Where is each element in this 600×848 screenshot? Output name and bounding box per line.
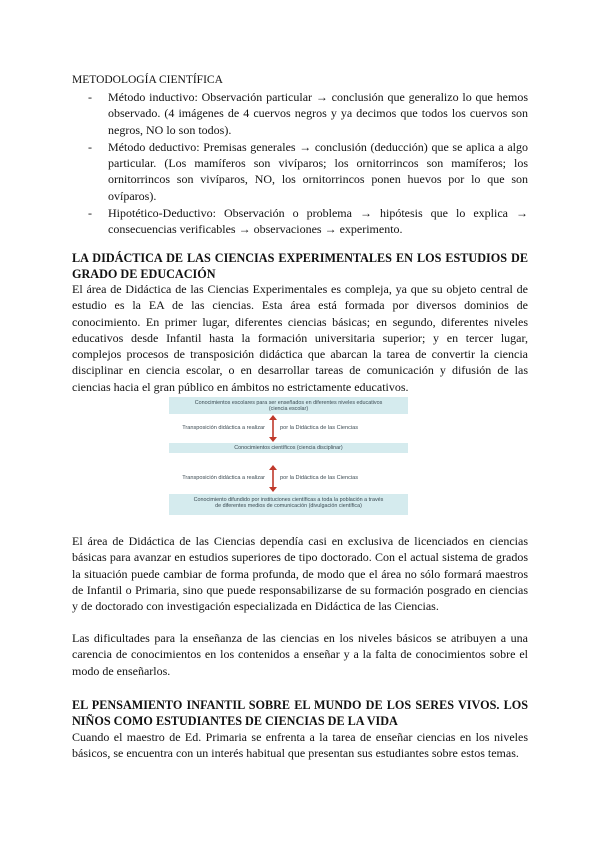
- diagram-box-divulgation: [169, 494, 408, 515]
- bullet-dash: -: [88, 90, 92, 104]
- paragraph: El área de Didáctica de las Ciencias Experimentales es compleja, ya que su objeto central de estudio es la EA de las ciencias. Esta área está formada por diversos dominios de conocimiento. En primer lugar, diferentes ciencias básicas; en segundo, diferentes niveles educativos desde Infantil hasta la formación universitaria superior; y en tercer lugar, complejos procesos de transposición didáctica que abarcan la tarea de convertir la ciencia disciplinar en ciencia escolar, o en desarrollar tareas de comunicación y difusión de las ciencias hacia el gran público en ámbitos no estrictamente educativos.: [72, 282, 528, 394]
- list-item-text: Método deductivo: Premisas generales → conclusión (deducción) que se aplica a algo particular. (Los mamíferos son vivíparos; los ornitorrincos son mamíferos; los ornitorrincos son vivíparos, NO, los ornitorrincos ponen huevos por lo que son ovíparos).: [108, 139, 528, 203]
- bullet-dash: -: [88, 206, 92, 221]
- diagram-arrow-row: [169, 465, 408, 492]
- diagram-box-text: Conocimientos escolares para ser enseñados en diferentes niveles educativos: [194, 400, 383, 406]
- diagram-arrow-label-right: por la Didáctica de las Ciencias: [280, 475, 359, 481]
- double-arrow-icon: [267, 415, 279, 442]
- list-item-text: Hipotético-Deductivo: Observación o problema → hipótesis que lo explica → consecuencias verificables → observaciones → experimento.: [108, 206, 528, 237]
- diagram-arrow-label-left: Transposición didáctica a realizar: [182, 425, 265, 431]
- diagram-box-scientific-knowledge: Conocimientos científicos (ciencia disciplinar): [169, 443, 408, 453]
- list-item-text: Método inductivo: Observación particular → conclusión que generalizo lo que hemos observado. (4 imágenes de 4 cuervos negros y ya decimos que todos los cuervos son negros, NO lo son todos).: [108, 90, 528, 137]
- diagram-arrow-row: [169, 415, 408, 442]
- diagram-box-text: (ciencia escolar): [268, 406, 309, 413]
- diagram-arrow-label-left: Transposición didáctica a realizar: [182, 475, 265, 481]
- list-item: [72, 89, 528, 138]
- list-item: [72, 205, 528, 238]
- diagram-arrow-label-right: por la Didáctica de las Ciencias: [280, 425, 359, 431]
- paragraph: Cuando el maestro de Ed. Primaria se enfrenta a la tarea de enseñar ciencias en los niveles básicos, se encuentra con un interés habitual que presentan sus estudiantes sobre estos temas.: [72, 730, 528, 761]
- bullet-dash: -: [88, 139, 92, 154]
- section-heading-pensamiento-infantil: EL PENSAMIENTO INFANTIL SOBRE EL MUNDO DE LOS SERES VIVOS. LOS NIÑOS COMO ESTUDIANTES DE CIENCIAS DE LA VIDA: [72, 698, 528, 728]
- section-heading-didactica: LA DIDÁCTICA DE LAS CIENCIAS EXPERIMENTALES EN LOS ESTUDIOS DE GRADO DE EDUCACIÓN: [72, 251, 528, 281]
- double-arrow-icon: [267, 465, 279, 492]
- diagram-box-text: de diferentes medios de comunicación (divulgación científica): [215, 503, 362, 510]
- list-item: [72, 139, 528, 204]
- methodology-title: METODOLOGÍA CIENTÍFICA: [72, 74, 223, 86]
- paragraph: Las dificultades para la enseñanza de las ciencias en los niveles básicos se atribuyen a una carencia de conocimientos en los contenidos a enseñar y a la falta de conocimientos sobre el modo de enseñarlos.: [72, 631, 528, 678]
- diagram-box-text: Conocimiento difundido por instituciones científicas a toda la población a través: [193, 497, 384, 503]
- diagram-box-school-knowledge: [169, 397, 408, 414]
- transposition-diagram: [169, 397, 408, 515]
- paragraph: El área de Didáctica de las Ciencias dependía casi en exclusiva de licenciados en ciencias básicas para avanzar en estudios superiores de tipo doctorado. Con el actual sistema de grados la situación puede cambiar de forma profunda, de modo que el área no sólo formará maestros de Infantil o Primaria, sino que puede responsabilizarse de su formación posgrado en ciencias y de doctorado con investigación especializada en Didáctica de las Ciencias.: [72, 534, 528, 614]
- methodology-list: [72, 89, 528, 238]
